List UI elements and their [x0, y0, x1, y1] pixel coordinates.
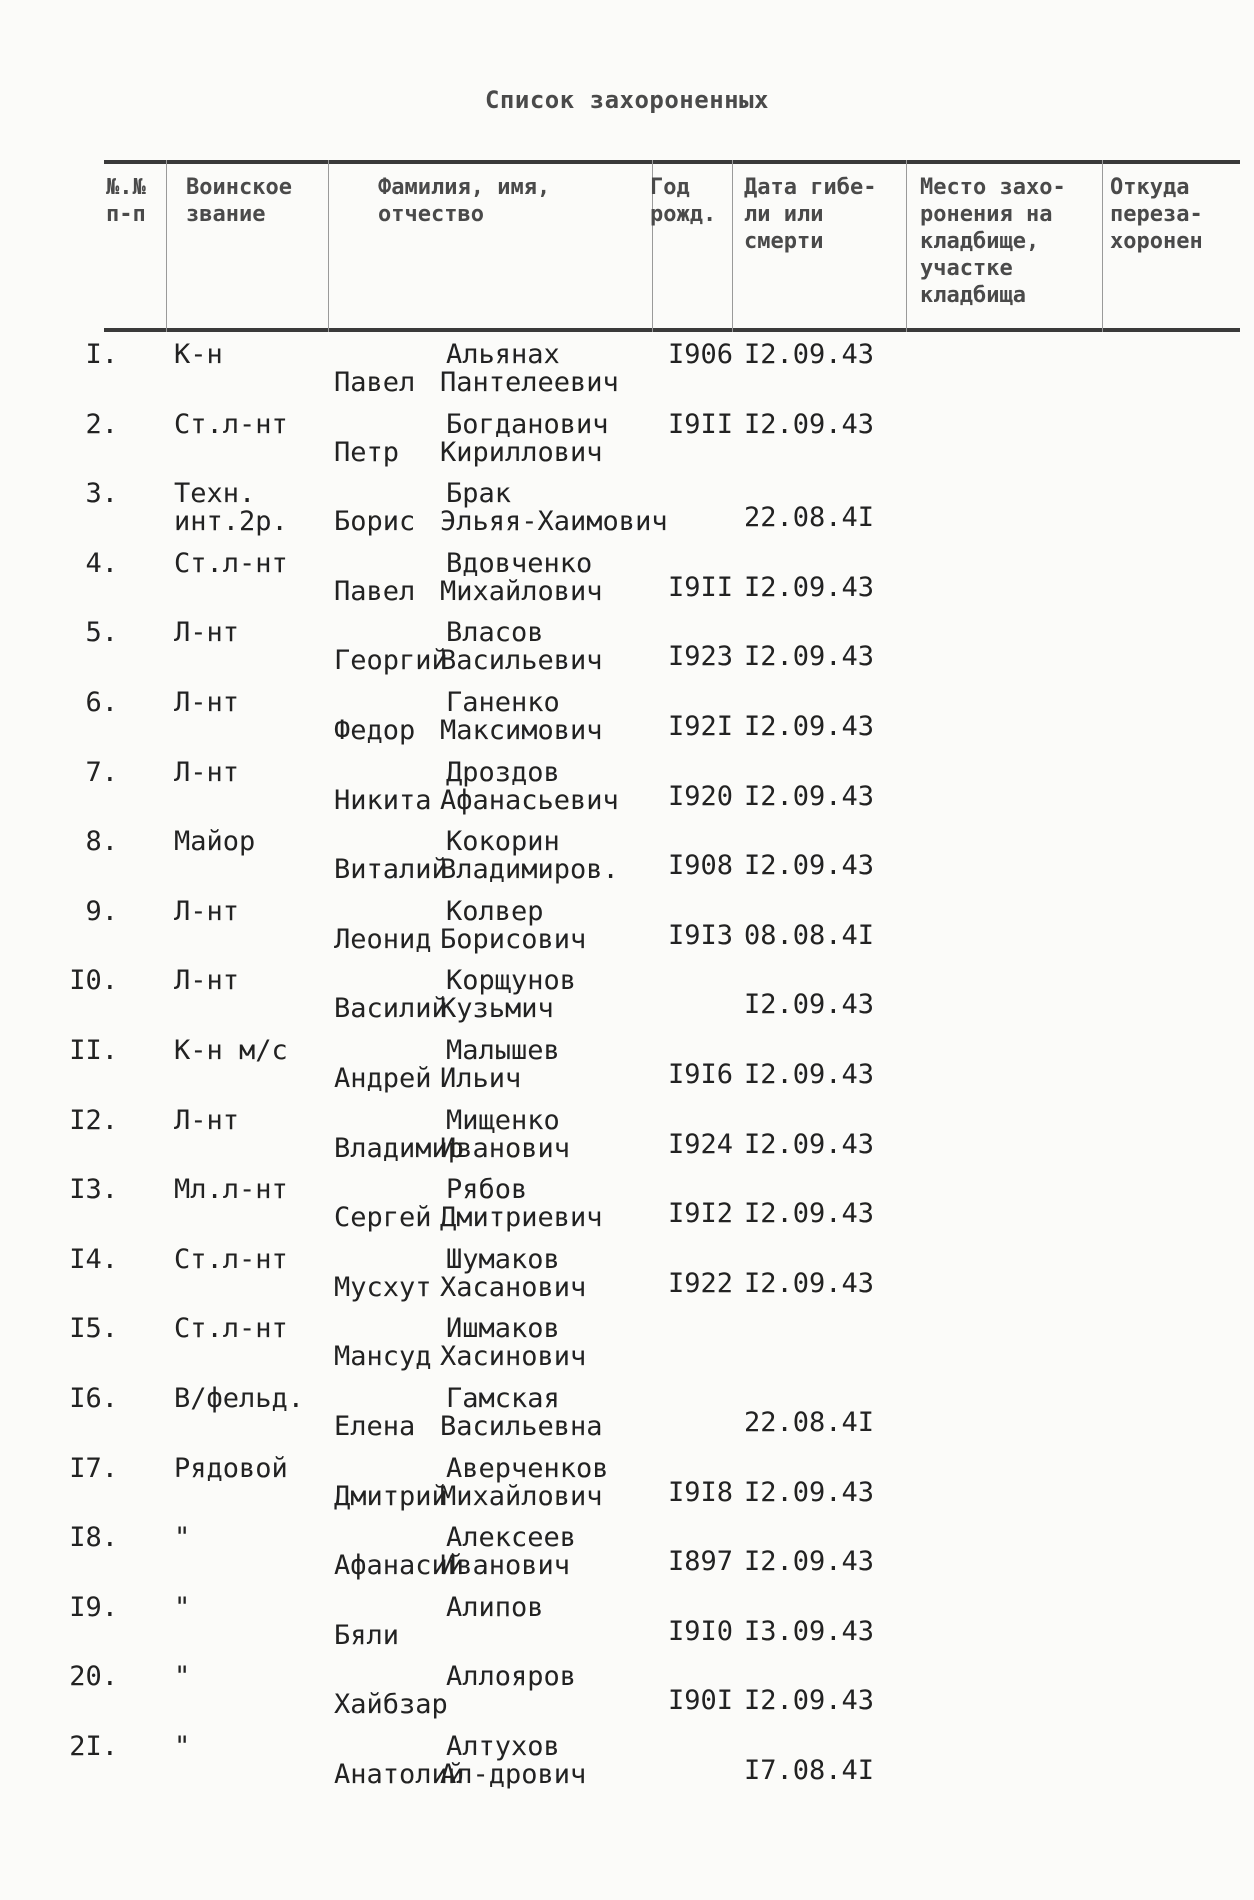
column-divider	[328, 160, 329, 332]
row-rank: "	[174, 1661, 191, 1693]
row-death-date: I2.09.43	[744, 339, 875, 370]
row-surname: Альянах	[446, 339, 560, 370]
row-number: I4.	[69, 1243, 118, 1275]
row-surname: Колвер	[446, 895, 544, 927]
row-given-name: Елена	[334, 1411, 416, 1442]
row-given-name: Хайбзар	[334, 1689, 448, 1721]
row-birth-year: I9I3	[668, 919, 734, 951]
row-surname: Брак	[446, 478, 512, 510]
row-given-name: Сергей	[334, 1202, 432, 1234]
row-given-name: Бяли	[334, 1619, 400, 1651]
row-number: 3.	[85, 478, 118, 510]
row-rank: Майор	[174, 826, 256, 858]
row-patronymic: Иванович	[440, 1550, 571, 1582]
row-birth-year: I9I0	[668, 1615, 734, 1647]
row-rank: Л-нт	[174, 1104, 240, 1136]
row-birth-year: I908	[668, 850, 734, 882]
column-divider	[166, 160, 167, 332]
row-surname: Дроздов	[446, 756, 560, 788]
row-rank: Ст.л-нт	[174, 1243, 288, 1275]
row-birth-year: I923	[668, 641, 734, 673]
row-rank: Мл.л-нт	[174, 1174, 288, 1206]
header-place: Место захо- ронения на кладбище, участке кладбища	[920, 175, 1066, 308]
row-patronymic: Дмитриевич	[440, 1202, 603, 1234]
row-number: I3.	[69, 1174, 118, 1206]
row-death-date: I7.08.4I	[744, 1755, 875, 1786]
row-number: I.	[85, 339, 118, 370]
row-death-date: I2.09.43	[744, 1128, 875, 1160]
row-death-date: I2.09.43	[744, 408, 875, 440]
row-rank: "	[174, 1522, 191, 1554]
row-birth-year: I90I	[668, 1685, 734, 1717]
row-patronymic: Иванович	[440, 1132, 571, 1164]
row-surname: Шумаков	[446, 1243, 560, 1275]
header-bottom-rule	[104, 328, 1240, 332]
row-patronymic: Ал-дрович	[440, 1759, 587, 1790]
row-death-date: 22.08.4I	[744, 1407, 875, 1438]
row-given-name: Мусхут	[334, 1271, 432, 1303]
row-surname: Гамская	[446, 1383, 560, 1414]
row-patronymic: Борисович	[440, 923, 587, 955]
row-surname: Алексеев	[446, 1522, 577, 1554]
row-rank: Ст.л-нт	[174, 408, 288, 440]
row-given-name: Никита	[334, 784, 432, 816]
row-patronymic: Афанасьевич	[440, 784, 619, 816]
row-given-name: Петр	[334, 436, 400, 468]
row-birth-year: I9I8	[668, 1476, 734, 1508]
row-birth-year: I9I6	[668, 1059, 734, 1090]
row-rank: Рядовой	[174, 1452, 288, 1484]
row-patronymic: Хасинович	[440, 1341, 587, 1373]
row-number: 8.	[85, 826, 118, 858]
row-number: I7.	[69, 1452, 118, 1484]
row-surname: Рябов	[446, 1174, 528, 1206]
row-given-name: Павел	[334, 575, 416, 607]
row-surname: Богданович	[446, 408, 609, 440]
row-death-date: I2.09.43	[744, 1198, 875, 1230]
row-death-date: I2.09.43	[744, 711, 875, 742]
row-birth-year: I92I	[668, 711, 734, 742]
row-rank: Л-нт	[174, 756, 240, 788]
row-number: I6.	[69, 1383, 118, 1414]
row-surname: Аверченков	[446, 1452, 609, 1484]
row-given-name: Афанасий	[334, 1550, 465, 1582]
row-given-name: Павел	[334, 367, 416, 398]
row-patronymic: Михайлович	[440, 575, 603, 607]
header-name: Фамилия, имя, отчество	[378, 175, 551, 227]
row-patronymic: Ильич	[440, 1063, 522, 1094]
row-rank: Л-нт	[174, 965, 240, 997]
header-from: Откуда переза- хоронен	[1110, 175, 1203, 254]
row-death-date: I3.09.43	[744, 1615, 875, 1647]
row-death-date: I2.09.43	[744, 641, 875, 673]
header-death: Дата гибе- ли или смерти	[744, 175, 877, 254]
row-death-date: I2.09.43	[744, 850, 875, 882]
row-given-name: Анатолий	[334, 1759, 465, 1790]
row-rank: Техн.	[174, 478, 256, 510]
row-patronymic: Васильевич	[440, 645, 603, 677]
row-surname: Мищенко	[446, 1104, 560, 1136]
row-birth-year: I906	[668, 339, 734, 370]
row-death-date: I2.09.43	[744, 989, 875, 1021]
row-patronymic: Хасанович	[440, 1271, 587, 1303]
row-surname: Вдовченко	[446, 547, 593, 579]
row-given-name: Дмитрий	[334, 1480, 448, 1512]
row-death-date: I2.09.43	[744, 1546, 875, 1578]
row-number: I5.	[69, 1313, 118, 1345]
row-surname: Ишмаков	[446, 1313, 560, 1345]
row-given-name: Виталий	[334, 854, 448, 886]
header-born: Год рожд.	[650, 175, 717, 227]
row-surname: Власов	[446, 617, 544, 649]
row-birth-year: I922	[668, 1267, 734, 1299]
header-top-rule	[104, 160, 1240, 164]
row-surname: Аллояров	[446, 1661, 577, 1693]
row-surname: Корщунов	[446, 965, 577, 997]
row-surname: Алтухов	[446, 1731, 560, 1762]
row-number: 2I.	[69, 1731, 118, 1762]
row-number: 6.	[85, 687, 118, 718]
row-number: 4.	[85, 547, 118, 579]
row-birth-year: I924	[668, 1128, 734, 1160]
row-given-name: Федор	[334, 715, 416, 746]
row-birth-year: I9I2	[668, 1198, 734, 1230]
row-death-date: I2.09.43	[744, 1476, 875, 1508]
row-patronymic: Пантелеевич	[440, 367, 619, 398]
row-number: I2.	[69, 1104, 118, 1136]
row-patronymic: Владимиров.	[440, 854, 619, 886]
row-number: II.	[69, 1035, 118, 1066]
row-rank: "	[174, 1731, 191, 1762]
row-patronymic: Кузьмич	[440, 993, 554, 1025]
row-patronymic: Эльяя-Хаимович	[440, 506, 668, 538]
document-title: Список захороненных	[484, 86, 770, 114]
row-rank: В/фельд.	[174, 1383, 305, 1414]
row-number: I0.	[69, 965, 118, 997]
row-rank: К-н м/с	[174, 1035, 288, 1066]
row-death-date: I2.09.43	[744, 1059, 875, 1090]
row-given-name: Борис	[334, 506, 416, 538]
row-given-name: Мансуд	[334, 1341, 432, 1373]
column-divider	[732, 160, 733, 332]
row-number: 9.	[85, 895, 118, 927]
row-patronymic: Васильевна	[440, 1411, 603, 1442]
row-patronymic: Михайлович	[440, 1480, 603, 1512]
row-number: 20.	[69, 1661, 118, 1693]
row-death-date: I2.09.43	[744, 1267, 875, 1299]
row-rank: Ст.л-нт	[174, 547, 288, 579]
header-rank: Воинское звание	[186, 175, 292, 227]
row-rank-line2: инт.2р.	[174, 506, 288, 538]
row-given-name: Георгий	[334, 645, 448, 677]
header-num: №.№ п-п	[106, 175, 146, 227]
row-patronymic: Максимович	[440, 715, 603, 746]
column-divider	[1102, 160, 1103, 332]
row-death-date: I2.09.43	[744, 780, 875, 812]
column-divider	[906, 160, 907, 332]
row-number: 7.	[85, 756, 118, 788]
row-death-date: I2.09.43	[744, 1685, 875, 1717]
row-number: I9.	[69, 1591, 118, 1623]
row-number: I8.	[69, 1522, 118, 1554]
row-surname: Малышев	[446, 1035, 560, 1066]
row-surname: Ганенко	[446, 687, 560, 718]
row-rank: Ст.л-нт	[174, 1313, 288, 1345]
row-rank: Л-нт	[174, 617, 240, 649]
row-death-date: 22.08.4I	[744, 502, 875, 534]
row-given-name: Василий	[334, 993, 448, 1025]
row-death-date: I2.09.43	[744, 571, 875, 603]
row-number: 2.	[85, 408, 118, 440]
row-rank: "	[174, 1591, 191, 1623]
row-birth-year: I897	[668, 1546, 734, 1578]
row-given-name: Леонид	[334, 923, 432, 955]
row-birth-year: I9II	[668, 408, 734, 440]
row-rank: Л-нт	[174, 895, 240, 927]
row-number: 5.	[85, 617, 118, 649]
row-birth-year: I920	[668, 780, 734, 812]
row-death-date: 08.08.4I	[744, 919, 875, 951]
row-rank: Л-нт	[174, 687, 240, 718]
row-rank: К-н	[174, 339, 223, 370]
row-patronymic: Кириллович	[440, 436, 603, 468]
row-surname: Кокорин	[446, 826, 560, 858]
row-given-name: Владимир	[334, 1132, 465, 1164]
row-birth-year: I9II	[668, 571, 734, 603]
row-surname: Алипов	[446, 1591, 544, 1623]
row-given-name: Андрей	[334, 1063, 432, 1094]
